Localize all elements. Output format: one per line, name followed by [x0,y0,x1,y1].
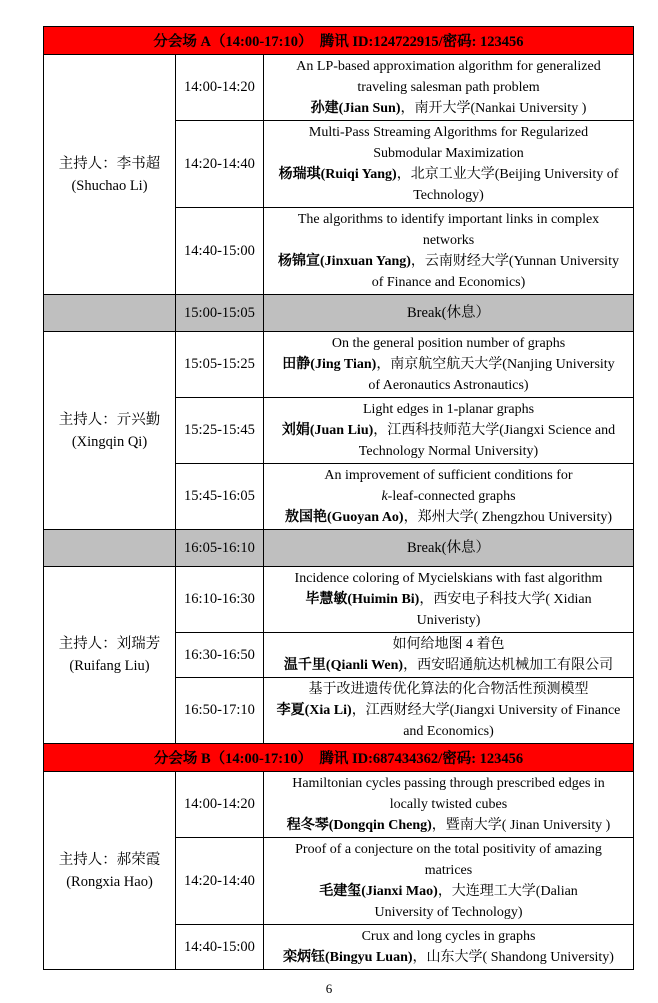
talk-row [44,567,634,633]
text-segment: 温千里(Qianli Wen) [283,658,404,673]
text-segment: Technology Normal University) [358,444,539,459]
text-segment: ，北京工业大学(Beijing University of [396,167,619,182]
chair-cell [44,332,176,530]
text-segment: Light edges in 1-planar graphs [362,402,535,417]
text-segment: Technology) [413,188,484,203]
time-cell: 15:25-15:45 [176,398,264,464]
talk-line [267,56,630,77]
chair-line: 主持人：李书超 [58,155,161,172]
text-segment: 田静(Jing Tian) [282,357,377,372]
session-header: 分会场 A（14:00-17:10） 腾讯 ID:124722915/密码: 123456 [44,27,634,55]
chair-cell [44,567,176,744]
talk-line [267,251,630,272]
talk-line [267,700,630,721]
talk-line [267,655,630,676]
text-segment: ，暨南大学( Jinan University ) [431,818,611,833]
talk-line [267,465,630,486]
session-header-row [44,744,634,772]
talk-line [267,164,630,185]
talk-cell [264,398,634,464]
page-number: 6 [325,981,333,996]
text-segment: An improvement of sufficient conditions for [324,468,573,483]
time-cell: 14:40-15:00 [176,208,264,295]
talk-cell [264,464,634,530]
text-segment: 栾炳钰(Bingyu Luan) [283,950,413,965]
text-segment: Univeristy) [416,613,481,628]
chair-line: 主持人：刘瑞芳 [58,636,161,652]
program-table [43,26,634,970]
talk-line [267,333,630,354]
talk-cell [264,772,634,838]
text-segment: ，大连理工大学(Dalian [437,884,578,899]
talk-line [267,679,630,700]
text-segment: Submodular Maximization [373,146,524,161]
talk-line [267,589,630,610]
chair-cell [44,772,176,970]
session-header-row [44,27,634,55]
talk-line [267,568,630,589]
text-segment: On the general position number of graphs [331,336,566,351]
break-time-cell: 15:00-15:05 [176,295,264,332]
program-table-body [44,27,634,970]
text-segment: Multi-Pass Streaming Algorithms for Regularized [308,125,589,140]
text-segment: ，江西科技师范大学(Jiangxi Science and [373,423,616,438]
text-segment: Proof of a conjecture on the total positivity of amazing [295,842,602,857]
text-segment: ，西安电子科技大学( Xidian [419,592,592,607]
time-cell: 16:10-16:30 [176,567,264,633]
talk-cell [264,208,634,295]
time-cell: 14:20-14:40 [176,838,264,925]
chair-line: (Ruifang Liu) [69,658,150,674]
break-empty-cell [44,530,176,567]
break-row [44,295,634,332]
talk-line [267,947,630,968]
chair-line: (Xingqin Qi) [71,433,148,450]
text-segment: Crux and long cycles in graphs [361,929,536,944]
chair-cell [44,55,176,295]
text-segment: An LP-based approximation algorithm for generalized [296,59,601,74]
text-segment: 孙建(Jian Sun) [310,101,401,116]
talk-line [267,926,630,947]
talk-line [267,794,630,815]
talk-line [267,230,630,251]
chair-line: 主持人：亓兴勤 [58,411,161,428]
text-segment: 基于改进遗传优化算法的化合物活性预测模型 [308,682,589,697]
text-segment: ，南京航空航天大学(Nanjing University [376,357,615,372]
text-segment: and Economics) [403,724,494,739]
talk-line [267,773,630,794]
talk-cell [264,121,634,208]
text-segment: of Finance and Economics) [371,275,526,290]
talk-line [267,272,630,293]
talk-line [267,634,630,655]
break-label-cell: Break(休息） [264,530,634,567]
time-cell: 14:40-15:00 [176,925,264,970]
talk-line [267,881,630,902]
text-segment: -leaf-connected graphs [387,489,516,504]
text-segment: Incidence coloring of Mycielskians with fast algorithm [294,571,603,586]
talk-line [267,610,630,631]
chair-line: (Rongxia Hao) [66,873,153,890]
talk-line [267,860,630,881]
talk-cell [264,838,634,925]
text-segment: ，江西财经大学(Jiangxi University of Finance [351,703,621,718]
text-segment: ，云南财经大学(Yunnan University [410,254,619,269]
talk-cell [264,55,634,121]
text-segment: locally twisted cubes [389,797,508,812]
time-cell: 14:00-14:20 [176,55,264,121]
talk-line [267,420,630,441]
text-segment: traveling salesman path problem [357,80,540,95]
text-segment: 毕慧敏(Huimin Bi) [305,592,420,607]
text-segment: 如何给地图 4 着色 [392,637,505,652]
talk-cell [264,633,634,678]
break-row [44,530,634,567]
chair-line: 主持人：郝荣霞 [58,851,161,868]
time-cell: 14:20-14:40 [176,121,264,208]
talk-row [44,332,634,398]
talk-line [267,98,630,119]
talk-line [267,399,630,420]
text-segment: ，西安昭通航达机械加工有限公司 [403,658,614,673]
text-segment: of Aeronautics Astronautics) [368,378,529,393]
time-cell: 14:00-14:20 [176,772,264,838]
talk-line [267,486,630,507]
text-segment: The algorithms to identify important links in complex [297,212,600,227]
talk-line [267,815,630,836]
talk-cell [264,925,634,970]
talk-line [267,721,630,742]
talk-cell [264,567,634,633]
talk-cell [264,332,634,398]
time-cell: 16:50-17:10 [176,678,264,744]
time-cell: 16:30-16:50 [176,633,264,678]
text-segment: k [381,489,388,504]
talk-line [267,507,630,528]
text-segment: networks [422,233,475,248]
time-cell: 15:45-16:05 [176,464,264,530]
text-segment: ，郑州大学( Zhengzhou University) [403,510,613,525]
talk-line [267,441,630,462]
chair-line: (Shuchao Li) [71,177,148,194]
talk-line [267,143,630,164]
text-segment: ，山东大学( Shandong University) [412,950,614,965]
time-cell: 15:05-15:25 [176,332,264,398]
talk-line [267,209,630,230]
text-segment: University of Technology) [374,905,523,920]
text-segment: 刘娟(Juan Liu) [281,423,374,438]
text-segment: ，南开大学(Nankai University ) [400,101,587,116]
break-time-cell: 16:05-16:10 [176,530,264,567]
talk-line [267,902,630,923]
break-empty-cell [44,295,176,332]
talk-line [267,77,630,98]
text-segment: 杨锦宣(Jinxuan Yang) [278,254,411,269]
break-label-cell: Break(休息） [264,295,634,332]
text-segment: 毛建玺(Jianxi Mao) [319,884,438,899]
talk-line [267,839,630,860]
text-segment: 李夏(Xia Li) [276,703,352,718]
text-segment: 杨瑞琪(Ruiqi Yang) [278,167,397,182]
text-segment: 敖国艳(Guoyan Ao) [284,510,404,525]
text-segment: 程冬琴(Dongqin Cheng) [286,818,432,833]
talk-row [44,55,634,121]
text-segment: matrices [424,863,473,878]
talk-line [267,354,630,375]
session-header: 分会场 B（14:00-17:10） 腾讯 ID:687434362/密码: 123456 [44,744,634,772]
text-segment: Hamiltonian cycles passing through prescribed edges in [292,776,605,791]
talk-line [267,122,630,143]
talk-cell [264,678,634,744]
talk-line [267,375,630,396]
talk-line [267,185,630,206]
talk-row [44,772,634,838]
